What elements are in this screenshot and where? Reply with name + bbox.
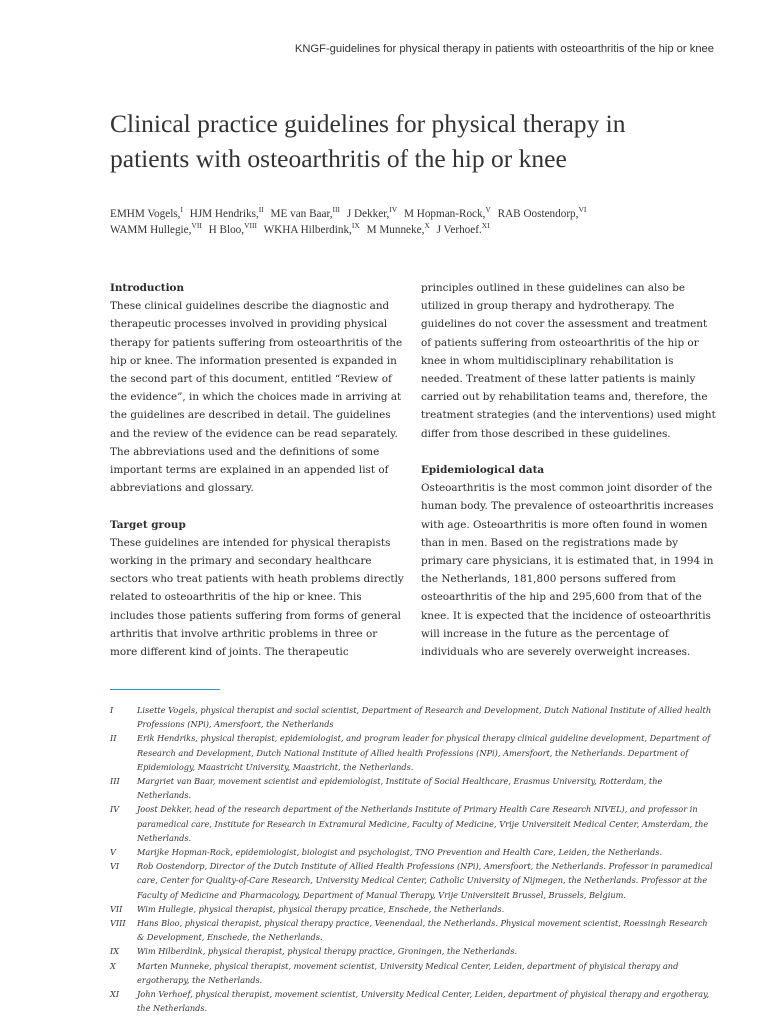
author-list	[110, 206, 730, 238]
footnote: VI Rob Oostendorp, Director of the Dutch Institute of Allied Health Professions (NPi), Amersfoort, the Netherlands. Professor in paramedical care, Center for Quality-of-Care Research, University Medical Center, Catholic University of Nijmegen, the Netherlands. Professor at the Faculty of Medicine and Pharmacology, Department of Manual Therapy, Vrije Universiteit Brussel, Brussels, Belgium.	[110, 861, 713, 900]
page-title: Clinical practice guidelines for physical therapy in patients with osteoarthritis of the hip or knee	[110, 109, 626, 173]
footnote: V Marijke Hopman-Rock, epidemiologist, biologist and psychologist, TNO Prevention and Health Care, Leiden, the Netherlands.	[110, 847, 663, 858]
left-column	[110, 279, 406, 679]
author-line-1	[110, 206, 730, 222]
footnote: II Erik Hendriks, physical therapist, epidemiologist, and program leader for physical therapy clinical guideline development, Department of Research and Development, Dutch National Institute of Allied health Professions (NPi), Amersfoort, the Netherlands. Department of Epidemiology, Maastricht University, Maastricht, the Netherlands.	[110, 733, 711, 772]
footnote: VIII Hans Bloo, physical therapist, physical therapy practice, Veenendaal, the Netherlands. Physical movement scientist, Roessingh Research & Development, Enschede, the Netherlands.	[110, 918, 708, 943]
footnote: IX Wim Hilberdink, physical therapist, physical therapy practice, Groningen, the Netherlands.	[110, 946, 518, 957]
footnote: X Marten Munneke, physical therapist, movement scientist, University Medical Center, Leiden, department of phyisical therapy and ergotherapy, the Netherlands.	[110, 960, 679, 985]
author-line-2	[110, 222, 730, 238]
footnote: III Margriet van Baar, movement scientist and epidemiologist, Institute of Social Healthcare, Erasmus University, Rotterdam, the Netherlands.	[110, 776, 663, 801]
author: M Hopman-Rock,$^V$	[404, 205, 491, 220]
running-head: KNGF-guidelines for physical therapy in patients with osteoarthritis of the hip or knee	[294, 43, 714, 55]
author: J Verhoef.$^{XI}$	[436, 221, 490, 236]
author: WKHA Hilberdink,$^{IX}$	[263, 221, 360, 236]
epidemiological-paragraph: Osteoarthritis is the most common joint disorder of the human body. The prevalence of osteoarthritis increases with age. Osteoarthritis is more often found in women than in men. Based on the registrations made by primary care physicians, it is estimated that, in 1994 in the Netherlands, 181,800 persons suffered from osteoarthritis of the hip and 295,600 from that of the knee. It is expected that the incidence of osteoarthritis will increase in the future as the percentage of individuals who are severely overweight increases.	[421, 482, 714, 659]
target-group-heading: Target group	[110, 518, 186, 531]
footnote-divider	[110, 689, 220, 690]
footnotes	[110, 703, 715, 1015]
introduction-paragraph: These clinical guidelines describe the diagnostic and therapeutic processes involved in providing physical therapy for patients suffering from osteoarthritis of the hip or knee. The information presented is expanded in the second part of this document, entitled “Review of the evidence”, in which the choices made in arriving at the guidelines are described in detail. The guidelines and the review of the evidence can be read separately. The abbreviations used and the definitions of some important terms are explained in an appended list of abbreviations and glossary.	[110, 300, 403, 495]
right-column	[421, 279, 717, 679]
author: RAB Oostendorp,$^{VI}$	[497, 205, 587, 220]
target-group-paragraph: These guidelines are intended for physical therapists working in the primary and secondary healthcare sectors who treat patients with heath problems directly related to osteoarthritis of the hip or knee. This includes those patients suffering from forms of general arthritis that involve arthritic problems in three or more different kind of joints. The therapeutic	[110, 536, 404, 659]
introduction-heading: Introduction	[110, 282, 184, 294]
author: H Bloo,$^{VIII}$	[208, 221, 257, 236]
continued-paragraph: principles outlined in these guidelines can also be utilized in group therapy and hydrotherapy. The guidelines do not cover the assessment and treatment of patients suffering from osteoarthritis of the hip or knee in whom multidisciplinary rehabilitation is needed. Treatment of these latter patients is mainly carried out by rehabilitation teams and, therefore, the treatment strategies (and the interventions) used might differ from those described in these guidelines.	[421, 282, 716, 440]
footnote: VII Wim Hullegie, physical therapist, physical therapy prcatice, Enschede, the Netherlands.	[110, 903, 505, 914]
footnote: IV Joost Dekker, head of the research department of the Netherlands Institute of Primary Health Care Research NIVEL), and professor in paramedical care, Institute for Research in Extramural Medicine, Faculty of Medicine, Vrije Universiteit Medical Center, Amsterdam, the Netherlands.	[110, 804, 709, 843]
author: HJM Hendriks,$^{II}$	[189, 205, 264, 220]
author: WAMM Hullegie,$^{VII}$	[110, 221, 202, 236]
author: EMHM Vogels,$^I$	[110, 205, 183, 220]
footnote: I Lisette Vogels, physical therapist and social scientist, Department of Research and Development, Dutch National Institute of Allied health Professions (NPi), Amersfoort, the Netherlands	[110, 705, 712, 730]
author: ME van Baar,$^{III}$	[270, 205, 341, 220]
author: J Dekker,$^{IV}$	[346, 205, 398, 220]
epidemiological-heading: Epidemiological data	[421, 464, 545, 477]
author: M Munneke,$^X$	[366, 221, 430, 236]
footnote: XI John Verhoef, physical therapist, movement scientist, University Medical Center, Leiden, department of phyisical therapy and ergotheray, the Netherlands.	[110, 989, 710, 1014]
